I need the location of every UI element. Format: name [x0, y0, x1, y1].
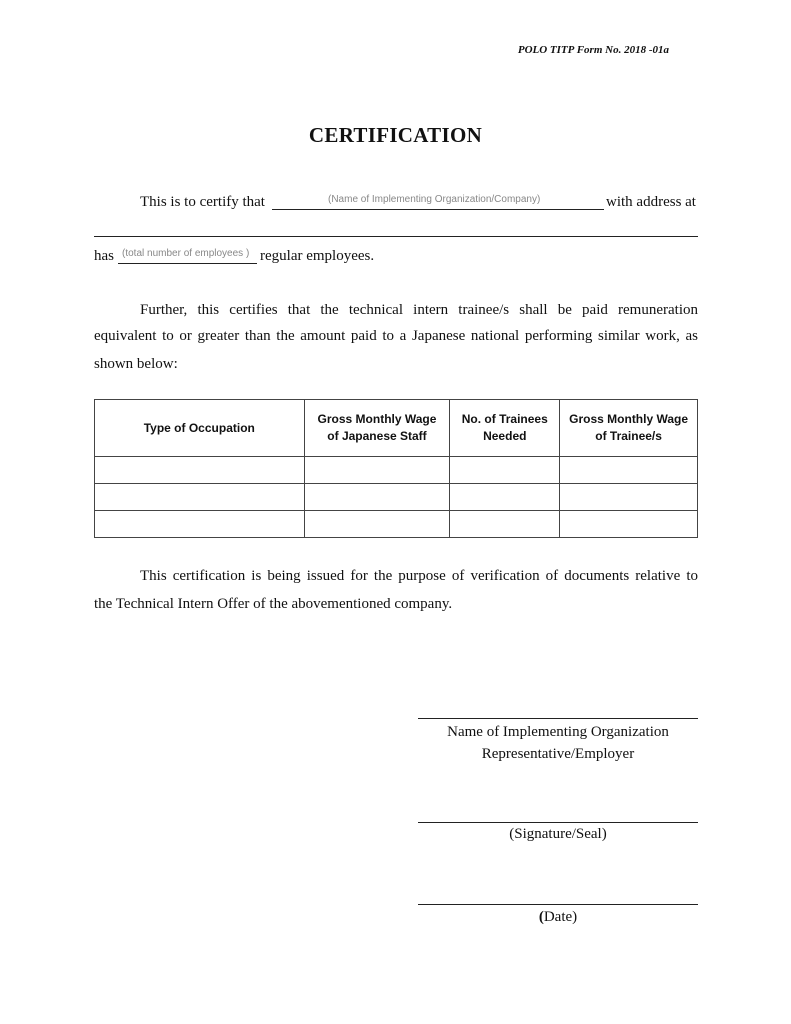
regular-employees-text: regular employees.: [260, 248, 375, 264]
table-cell[interactable]: [95, 457, 305, 484]
address-field[interactable]: [94, 222, 698, 237]
wage-table: [94, 399, 698, 538]
table-cell[interactable]: [450, 511, 560, 538]
has-text: has: [94, 248, 114, 264]
table-cell[interactable]: [95, 511, 305, 538]
table-cell[interactable]: [304, 457, 450, 484]
paragraph-remuneration-line1: Further, this certifies that the technical intern trainee/s shall be paid remuneration: [140, 302, 698, 318]
representative-label-line2: Representative/Employer: [481, 746, 635, 762]
representative-name-line[interactable]: [418, 718, 698, 719]
header-line: No. of Trainees: [461, 412, 548, 426]
table-cell[interactable]: [560, 484, 698, 511]
employee-count-field[interactable]: [118, 247, 257, 264]
representative-label-line1: Name of Implementing Organization: [447, 724, 669, 740]
table-cell[interactable]: [560, 457, 698, 484]
representative-name-label: [418, 721, 698, 765]
paragraph-remuneration-line2: equivalent to or greater than the amount paid to a Japanese national performing similar work, as: [94, 328, 698, 344]
paragraph-purpose-line1: This certification is being issued for the purpose of verification of documents relative to: [140, 568, 698, 584]
date-line[interactable]: [418, 904, 698, 905]
date-paren-open: (: [538, 909, 544, 925]
paragraph-remuneration-line3: shown below:: [94, 356, 178, 372]
header-trainee-wage: [560, 400, 698, 457]
header-line: Type of Occupation: [143, 420, 255, 435]
table-cell[interactable]: [450, 457, 560, 484]
table-row: [95, 484, 698, 511]
paragraph-purpose-line2: the Technical Intern Offer of the abovementioned company.: [94, 596, 453, 612]
table-cell[interactable]: [304, 511, 450, 538]
table-header-row: [95, 400, 698, 457]
table-cell[interactable]: [450, 484, 560, 511]
header-line: Needed: [483, 429, 527, 443]
table-cell[interactable]: [95, 484, 305, 511]
table-row: [95, 457, 698, 484]
header-line: of Trainee/s: [595, 429, 662, 443]
organization-name-field[interactable]: [272, 192, 604, 210]
table-cell[interactable]: [304, 484, 450, 511]
certify-lead-text: This is to certify that: [140, 194, 265, 210]
organization-name-placeholder: (Name of Implementing Organization/Company): [328, 194, 541, 205]
header-line: of Japanese Staff: [327, 429, 427, 443]
table-row: [95, 511, 698, 538]
page-title: CERTIFICATION: [308, 123, 483, 147]
form-number: POLO TITP Form No. 2018 -01a: [517, 44, 669, 56]
table-cell[interactable]: [560, 511, 698, 538]
employee-count-placeholder: (total number of employees ): [122, 248, 250, 259]
date-label-text: Date): [543, 909, 578, 925]
header-type-of-occupation: [95, 400, 305, 457]
header-line: Gross Monthly Wage: [317, 412, 437, 426]
header-line: Gross Monthly Wage: [569, 412, 689, 426]
header-japanese-staff-wage: [304, 400, 450, 457]
date-label: [418, 906, 698, 928]
signature-seal-label: (Signature/Seal): [509, 826, 607, 842]
address-lead-text: with address at: [606, 194, 696, 210]
header-trainees-needed: [450, 400, 560, 457]
